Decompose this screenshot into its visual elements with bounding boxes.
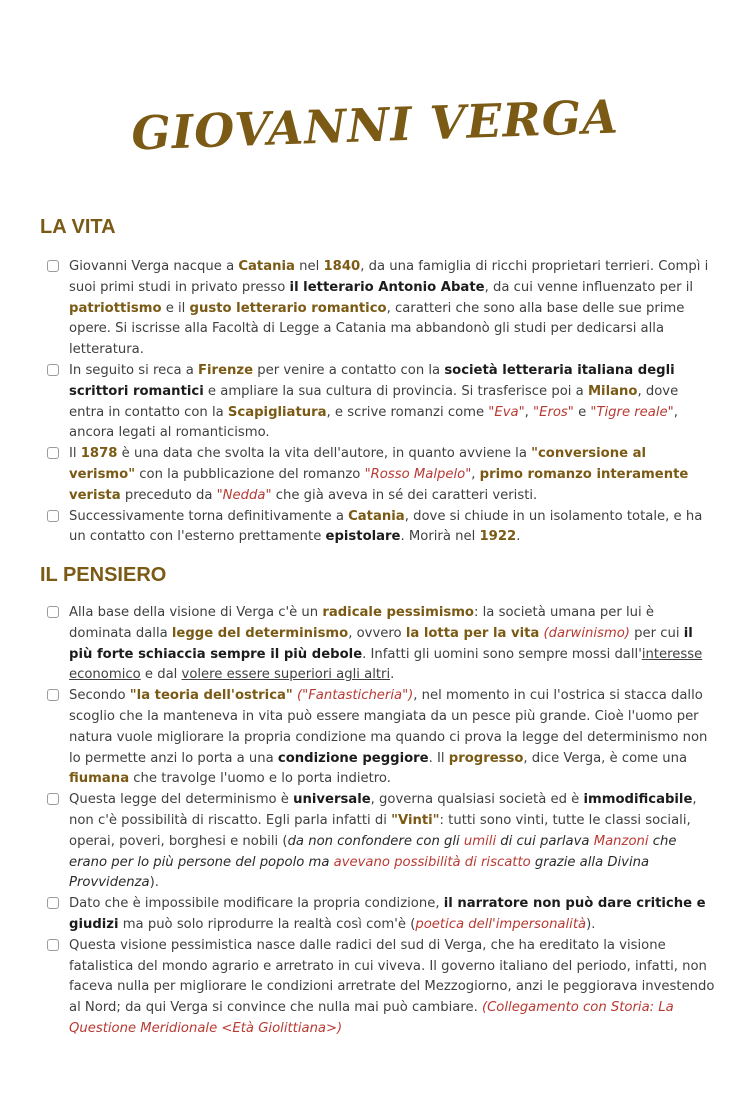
text-run: che travolge l'uomo e lo porta indietro.: [129, 771, 391, 787]
checklist-item: [45, 790, 715, 894]
text-run: è una data che svolta la vita dell'autore, in quanto avviene la: [117, 446, 532, 462]
checklist-item: [45, 894, 715, 936]
checkbox[interactable]: [47, 364, 59, 376]
text-run: e il: [161, 300, 190, 316]
text-run: che già aveva in sé dei caratteri veristi.: [271, 487, 538, 503]
text-run: , e scrive romanzi come: [326, 404, 489, 420]
checklist-item: [45, 507, 715, 549]
text-run: , ancora legati al romanticismo.: [69, 404, 678, 441]
text-run: Alla base della visione di Verga c'è un: [69, 605, 323, 620]
text-run: da non confondere con gli: [287, 833, 464, 849]
text-run: Questa legge del determinismo è: [69, 792, 294, 808]
text-run: "la teoria dell'ostrica": [129, 688, 293, 704]
text-run: fiumana: [69, 771, 130, 787]
checkbox[interactable]: [47, 606, 59, 618]
text-run: ("Fantasticheria"): [297, 688, 414, 704]
section-heading-pensiero: IL PENSIERO: [40, 564, 167, 586]
checklist-item: [45, 936, 715, 1040]
checklist-item: [45, 257, 715, 361]
text-run: che erano per lo più persone del popolo ma: [69, 833, 677, 870]
text-run: umili: [463, 833, 497, 849]
text-run: volere essere superiori agli altri: [181, 667, 391, 683]
text-run: In seguito si reca a: [69, 362, 199, 378]
text-run: , da cui venne influenzato per il: [484, 279, 694, 295]
text-run: società letteraria italiana degli scrittori romantici: [69, 362, 675, 399]
text-run: , dice Verga, è come una: [523, 750, 688, 766]
text-run: il letterario Antonio Abate: [289, 279, 485, 295]
text-run: legge del determinismo: [171, 625, 349, 641]
text-run: . Morirà nel: [400, 529, 480, 545]
text-run: preceduto da: [120, 487, 217, 503]
text-run: Secondo: [69, 688, 130, 704]
checkbox[interactable]: [47, 689, 59, 701]
text-run: epistolare: [325, 529, 401, 545]
text-run: Giovanni Verga nacque a: [69, 259, 239, 274]
checkbox[interactable]: [47, 897, 59, 909]
text-run: "Tigre reale": [590, 404, 674, 420]
text-run: Catania: [348, 508, 405, 524]
text-run: Scapigliatura: [227, 404, 327, 420]
text-run: con la pubblicazione del romanzo: [135, 466, 365, 482]
text-run: , caratteri che sono alla base delle sue prime opere. Si iscrisse alla Facoltà di Legge a Catania ma abbandonò gli studi per dedicarsi alla letteratura.: [69, 300, 685, 358]
text-run: Questa visione pessimistica nasce dalle radici del sud di Verga, che ha ereditato la visione fatalistica del mondo agrario e arretrato in cui viveva. Il governo italiano del periodo, infatti, non faceva nulla per migliorare le condizioni arretrate del Mezzogiorno, anzi le peggiorava investendo al Nord; da qui Verga si convince che nulla mai può cambiare.: [69, 937, 715, 1016]
text-run: , dove entra in contatto con la: [69, 383, 679, 420]
text-run: e dal: [140, 667, 182, 683]
text-run: Manzoni: [593, 833, 649, 849]
text-run: "Nedda": [216, 487, 272, 503]
text-run: immodificabile: [583, 792, 693, 808]
text-run: (Collegamento con Storia: La Questione Meridionale <Età Giolittiana>): [69, 1000, 674, 1036]
section-heading-vita: LA VITA: [40, 216, 116, 238]
text-run: per cui: [629, 625, 684, 641]
checkbox[interactable]: [47, 793, 59, 805]
text-run: "Eva": [488, 404, 525, 420]
text-run: grazie alla Divina Provvidenza: [69, 854, 650, 891]
checkbox[interactable]: [47, 510, 59, 522]
text-run: "Vinti": [391, 812, 440, 828]
text-run: ).: [586, 916, 596, 932]
text-run: ,: [524, 404, 534, 420]
text-run: , dove si chiude in un isolamento totale, e ha un contatto con l'esterno prettamente: [69, 508, 703, 545]
text-run: ).: [149, 875, 159, 891]
text-run: , nel momento in cui l'ostrica si stacca dallo scoglio che la manteneva in vita può essere mangiata da un pesce più grande. Cioè l'uomo per natura vuole migliorare la propria condizione ma quando ci prova la legge del determinismo non lo permette anzi lo porta a una: [69, 688, 708, 766]
text-run: , non c'è possibilità di riscatto. Egli parla infatti di: [69, 792, 697, 828]
text-run: Dato che è impossibile modificare la propria condizione,: [69, 896, 444, 912]
text-run: interesse economico: [69, 646, 703, 683]
checklist-item: [45, 603, 715, 686]
text-run: progresso: [448, 750, 524, 766]
text-run: ,: [471, 466, 480, 482]
text-run: , da una famiglia di ricchi proprietari terrieri. Compì i suoi primi studi in privato presso: [69, 259, 709, 295]
text-run: poetica dell'impersonalità: [415, 916, 587, 932]
text-run: 1840: [323, 259, 361, 274]
checkbox[interactable]: [47, 447, 59, 459]
text-run: il più forte schiaccia sempre il più debole: [69, 625, 693, 662]
text-run: 1878: [80, 446, 118, 462]
text-run: la lotta per la vita: [405, 625, 540, 641]
text-run: "conversione al verismo": [69, 446, 647, 482]
text-run: .: [390, 667, 395, 683]
text-run: Milano: [587, 383, 638, 399]
checklist-item: [45, 361, 715, 444]
checklist-item: [45, 686, 715, 790]
text-run: universale: [293, 792, 371, 808]
checkbox[interactable]: [47, 939, 59, 951]
text-run: "Rosso Malpelo": [364, 466, 472, 482]
text-run: : tutti sono vinti, tutte le classi sociali, operai, poveri, borghesi e nobili (: [69, 812, 691, 849]
text-run: avevano possibilità di riscatto: [333, 854, 531, 870]
vita-checklist: [45, 257, 715, 548]
text-run: Il: [69, 446, 81, 462]
text-run: ma può solo riprodurre la realtà così com'è (: [118, 916, 416, 932]
text-run: il narratore non può dare critiche e giudizi: [69, 896, 706, 932]
text-run: di cui parlava: [496, 833, 594, 849]
text-run: nel: [294, 259, 324, 274]
text-run: 1922: [479, 529, 517, 545]
text-run: , governa qualsiasi società ed è: [370, 792, 584, 808]
text-run: (darwinismo): [543, 625, 630, 641]
text-run: condizione peggiore: [277, 750, 429, 766]
text-run: , ovvero: [348, 625, 406, 641]
text-run: .: [516, 529, 521, 545]
text-run: . Infatti gli uomini sono sempre mossi dall': [362, 646, 642, 662]
text-run: radicale pessimismo: [322, 605, 474, 620]
pensiero-checklist: [45, 603, 715, 1040]
text-run: . Il: [428, 750, 449, 766]
text-run: gusto letterario romantico: [189, 300, 387, 316]
checklist-item: [45, 444, 715, 506]
text-run: per venire a contatto con la: [253, 362, 445, 378]
checkbox[interactable]: [47, 260, 59, 272]
text-run: Catania: [238, 259, 295, 274]
document-title: GIOVANNI VERGA: [130, 89, 620, 161]
text-run: Firenze: [198, 362, 254, 378]
text-run: primo romanzo interamente verista: [69, 466, 689, 503]
text-run: : la società umana per lui è dominata dalla: [69, 605, 654, 641]
text-run: e: [573, 404, 591, 420]
text-run: Successivamente torna definitivamente a: [69, 508, 349, 524]
text-run: patriottismo: [69, 300, 162, 316]
text-run: e ampliare la sua cultura di provincia. Si trasferisce poi a: [203, 383, 588, 399]
text-run: "Eros": [533, 404, 574, 420]
